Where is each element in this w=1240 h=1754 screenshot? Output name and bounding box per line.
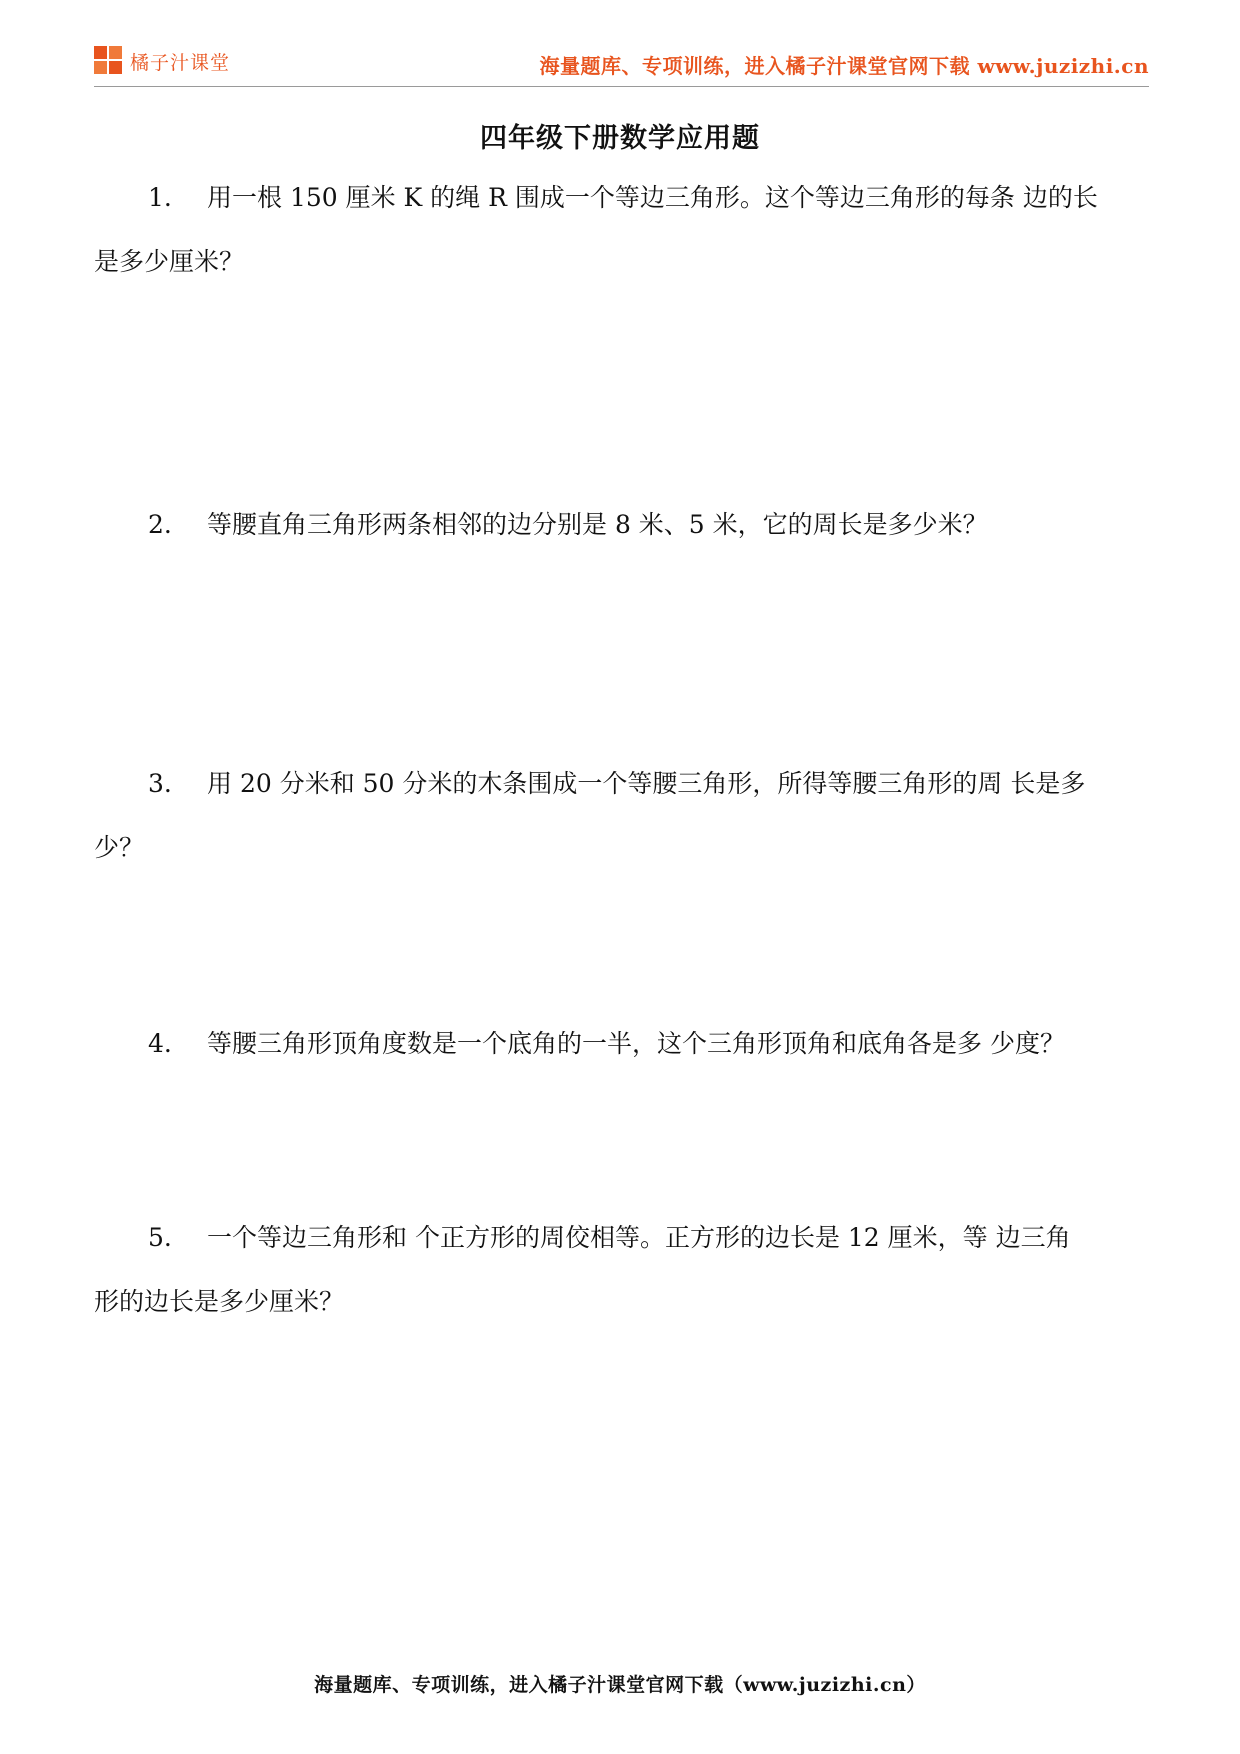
brand-name: 橘子汁课堂: [130, 51, 231, 74]
question-number: 2.: [148, 510, 172, 539]
page-title: 四年级下册数学应用题: [480, 123, 760, 154]
question-text: 用一根 150 厘米 K 的绳 R 围成一个等边三角形。这个等边三角形的每条 边的长: [207, 183, 1098, 212]
header-divider: [94, 86, 1149, 87]
question-5-line-2: 形的边长是多少厘米？: [94, 1287, 345, 1316]
question-4-line-1: [94, 1012, 1149, 1076]
header-slogan: 海量题库、专项训练，进入橘子汁课堂官网下载 www.juzizhi.cn: [539, 54, 1149, 78]
question-1-line-1: [94, 166, 1149, 230]
question-text: 一个等边三角形和 个正方形的周佼相等。正方形的边长是 12 厘米，等 边三角: [207, 1223, 1071, 1252]
page-footer: 海量题库、专项训练，进入橘子汁课堂官网下载（www.juzizhi.cn）: [314, 1674, 926, 1696]
question-text: 等腰三角形顶角度数是一个底角的一半，这个三角形顶角和底角各是多 少度？: [207, 1029, 1065, 1058]
question-2-line-1: [94, 493, 1149, 557]
question-number: 1.: [148, 183, 172, 212]
brand[interactable]: [94, 44, 230, 78]
question-1: [94, 166, 1149, 294]
question-3-line-2: 少？: [94, 833, 145, 862]
question-text: 用 20 分米和 50 分米的木条围成一个等腰三角形，所得等腰三角形的周 长是多: [207, 769, 1086, 798]
question-3: [94, 752, 1149, 880]
question-number: 4.: [148, 1029, 172, 1058]
question-number: 3.: [148, 769, 172, 798]
page-header: [94, 40, 1149, 84]
question-2: [94, 493, 1149, 557]
question-4: [94, 1012, 1149, 1076]
question-number: 5.: [148, 1223, 172, 1252]
question-5-line-1: [94, 1206, 1149, 1270]
question-5: [94, 1206, 1149, 1334]
question-text: 等腰直角三角形两条相邻的边分别是 8 米、5 米，它的周长是多少米？: [207, 510, 988, 539]
question-1-line-2: 是多少厘米？: [94, 247, 245, 276]
juzizhi-logo-icon: [94, 46, 124, 76]
question-3-line-1: [94, 752, 1149, 816]
